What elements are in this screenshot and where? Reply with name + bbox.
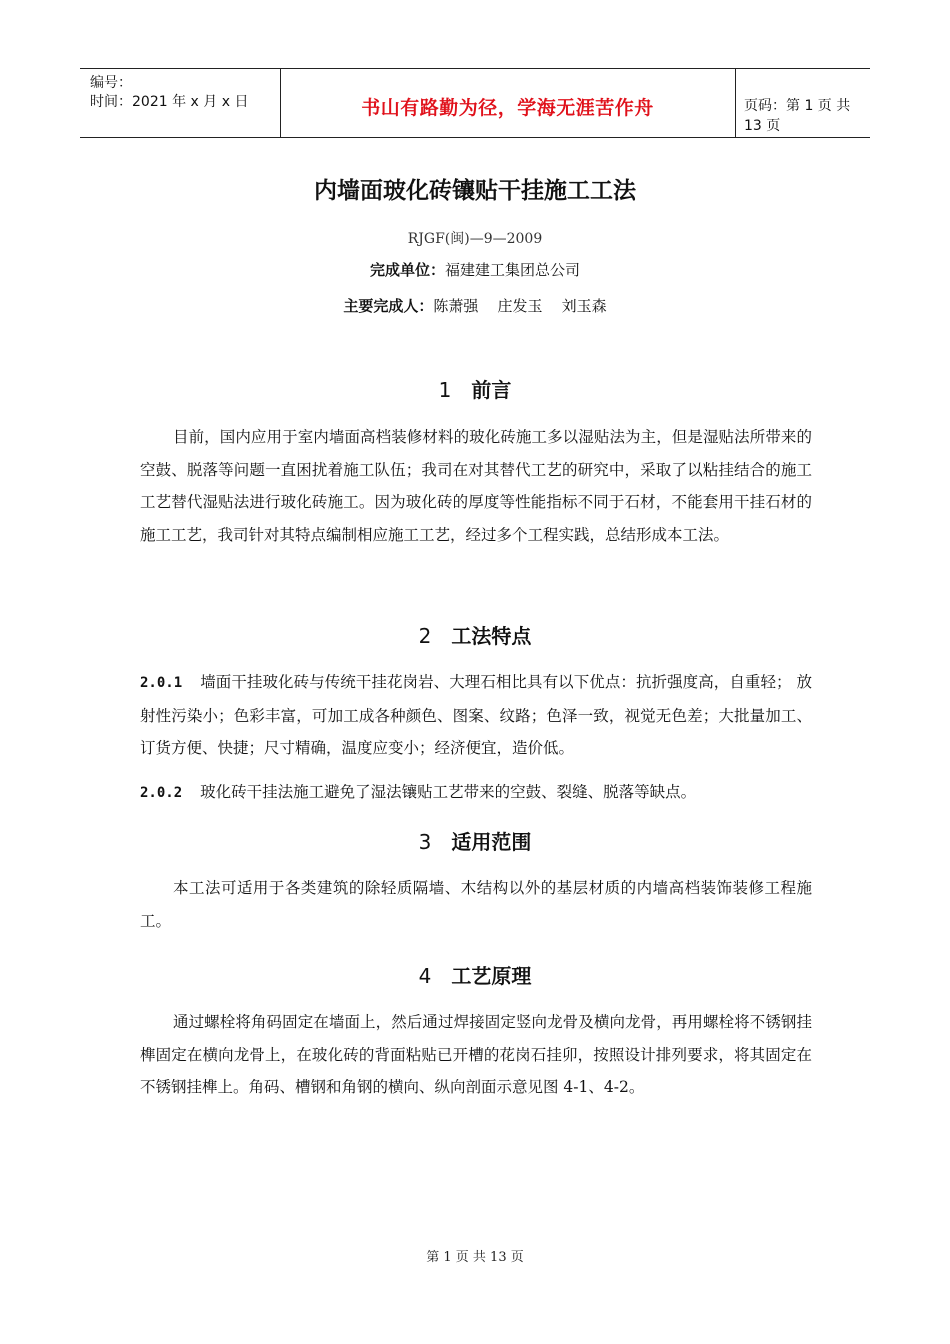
header-page-cell	[736, 69, 870, 137]
main-authors-value: 陈萧强 庄发玉 刘玉森	[433, 297, 607, 315]
page-footer: 第 1 页 共 13 页	[426, 1250, 524, 1265]
clause-number: 2.0.1	[140, 675, 183, 691]
header-page-label: 页码：第 1 页 共 13 页	[744, 98, 851, 134]
main-authors	[0, 295, 950, 316]
section-heading-3	[0, 826, 950, 855]
clause-2-0-2	[140, 776, 812, 810]
section-4-paragraph: 通过螺栓将角码固定在墙面上，然后通过焊接固定竖向龙骨及横向龙骨，再用螺栓将不锈钢挂榫固定在横向龙骨上，在玻化砖的背面粘贴已开槽的花岗石挂卯，按照设计排列要求，将其固定在不锈钢挂榫上。角码、槽钢和角钢的横向、纵向剖面示意见图 4-1、4-2。	[140, 1013, 812, 1096]
section-title: 前言	[471, 378, 512, 402]
clause-2-0-1	[140, 666, 812, 765]
doc-number-label: 编号：	[90, 75, 132, 91]
section-number: 2	[418, 624, 432, 648]
section-3-paragraph: 本工法可适用于各类建筑的除轻质隔墙、木结构以外的基层材质的内墙高档装饰装修工程施工。	[140, 879, 812, 930]
completion-unit-label: 完成单位：	[369, 261, 445, 279]
section-number: 4	[418, 964, 432, 988]
section-heading-4	[0, 960, 950, 989]
section-number: 3	[418, 830, 432, 854]
document-code: RJGF(闽)—9—2009	[407, 231, 543, 247]
section-title: 工艺原理	[451, 964, 532, 988]
completion-unit	[0, 259, 950, 280]
header-motto: 书山有路勤为径，学海无涯苦作舟	[361, 97, 654, 119]
section-heading-2	[0, 620, 950, 649]
doc-time-label: 时间：2021 年 x 月 x 日	[90, 94, 249, 110]
clause-text: 墙面干挂玻化砖与传统干挂花岗岩、大理石相比具有以下优点：抗折强度高，自重轻； 放射性污染小；色彩丰富，可加工成各种颜色、图案、纹路；色泽一致，视觉无色差；大批量加工、订货方便、快捷；尺寸精确，温度应变小；经济便宜，造价低。	[140, 673, 812, 757]
section-heading-1	[0, 374, 950, 403]
document-title: 内墙面玻化砖镶贴干挂施工工法	[314, 178, 636, 204]
main-authors-label: 主要完成人：	[343, 297, 434, 315]
section-title: 工法特点	[451, 624, 532, 648]
completion-unit-value: 福建建工集团总公司	[445, 261, 581, 279]
header-info-cell	[80, 69, 281, 137]
clause-number: 2.0.2	[140, 785, 183, 801]
section-number: 1	[438, 378, 452, 402]
clause-text: 玻化砖干挂法施工避免了湿法镶贴工艺带来的空鼓、裂缝、脱落等缺点。	[200, 783, 697, 801]
header-table	[80, 68, 870, 138]
section-title: 适用范围	[451, 830, 532, 854]
section-1-paragraph: 目前，国内应用于室内墙面高档装修材料的玻化砖施工多以湿贴法为主，但是湿贴法所带来的空鼓、脱落等问题一直困扰着施工队伍；我司在对其替代工艺的研究中，采取了以粘挂结合的施工工艺替代湿贴法进行玻化砖施工。因为玻化砖的厚度等性能指标不同于石材，不能套用干挂石材的施工工艺，我司针对其特点编制相应施工工艺，经过多个工程实践，总结形成本工法。	[140, 428, 812, 544]
header-motto-cell	[280, 69, 736, 137]
